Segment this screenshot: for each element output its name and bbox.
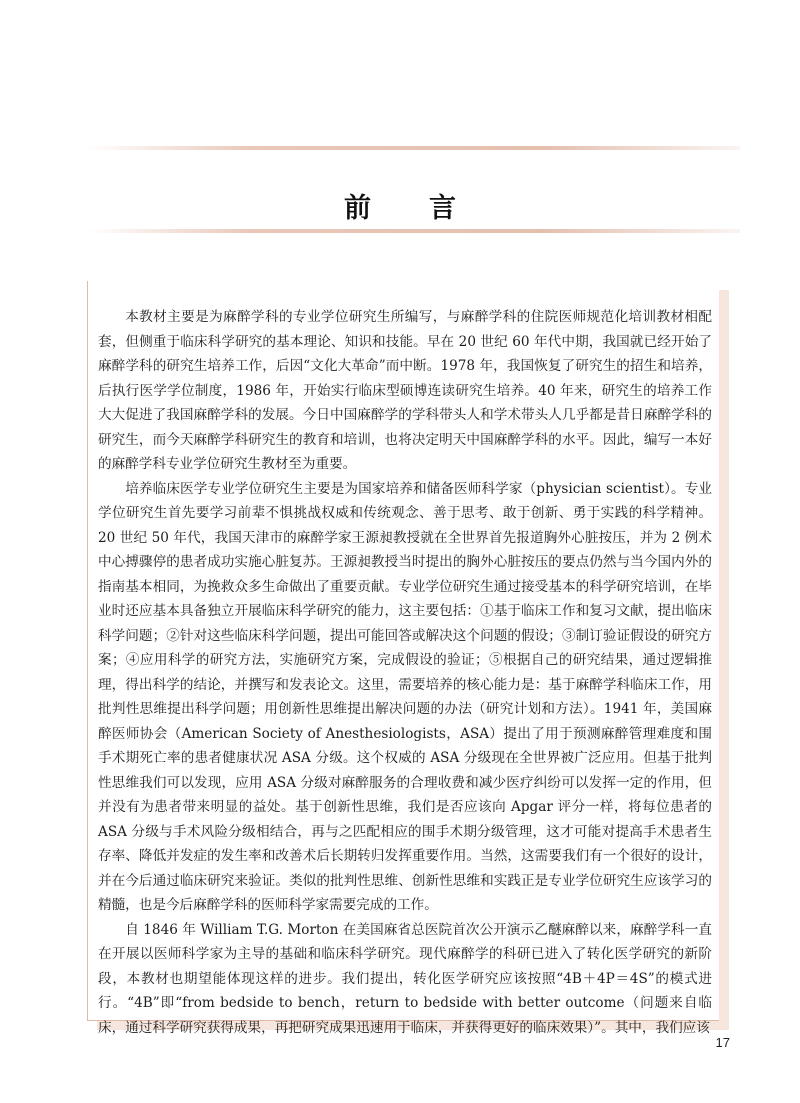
- preface-body: [98, 305, 712, 1040]
- paragraph-1: 本教材主要是为麻醉学科的专业学位研究生所编写，与麻醉学科的住院医师规范化培训教材相配套，但侧重于临床科学研究的基本理论、知识和技能。早在 20 世纪 60 年代中期，我国就已经开始了麻醉学科的研究生培养工作，后因“文化大革命”而中断。1978 年，我国恢复了研究生的招生和培养，后执行医学学位制度，1986 年，开始实行临床型硕博连读研究生培养。40 年来，研究生的培养工作大大促进了我国麻醉学科的发展。今日中国麻醉学的学科带头人和学术带头人几乎都是昔日麻醉学科的研究生，而今天麻醉学科研究生的教育和培训，也将决定明天中国麻醉学科的水平。因此，编写一本好的麻醉学科专业学位研究生教材至为重要。: [98, 309, 712, 472]
- page-number: 17: [715, 1035, 730, 1050]
- paragraph-3: 自 1846 年 William T.G. Morton 在美国麻省总医院首次公开演示乙醚麻醉以来，麻醉学科一直在开展以医师科学家为主导的基础和临床科学研究。现代麻醉学的科研已进入了转化医学研究的新阶段，本教材也期望能体现这样的进步。我们提出，转化医学研究应该按照“4B＋4P＝4S”的模式进行。“4B”即“from bedside to bench，return to bedside with better outcome（问题来自临床，通过科学研究获得成果，再把研究成果迅速用于临床，并获得更好的临床效果）”。其中，我们应该: [98, 921, 712, 1036]
- title-top-rule: [88, 146, 740, 150]
- paragraph-2: 培养临床医学专业学位研究生主要是为国家培养和储备医师科学家（physician scientist）。专业学位研究生首先要学习前辈不惧挑战权威和传统观念、善于思考、敢于创新、勇于实践的科学精神。20 世纪 50 年代，我国天津市的麻醉学家王源昶教授就在全世界首先报道胸外心脏按压，并为 2 例术中心搏骤停的患者成功实施心脏复苏。王源昶教授当时提出的胸外心脏按压的要点仍然与当今国内外的指南基本相同，为挽救众多生命做出了重要贡献。专业学位研究生通过接受基本的科学研究培训，在毕业时还应基本具备独立开展临床科学研究的能力，这主要包括：①基于临床工作和复习文献，提出临床科学问题；②针对这些临床科学问题，提出可能回答或解决这个问题的假设；③制订验证假设的研究方案；④应用科学的研究方法，实施研究方案，完成假设的验证；⑤根据自己的研究结果，通过逻辑推理，得出科学的结论，并撰写和发表论文。这里，需要培养的核心能力是：基于麻醉学科临床工作，用批判性思维提出科学问题；用创新性思维提出解决问题的办法（研究计划和方法）。1941 年，美国麻醉医师协会（American Society of Anesthesiologists，ASA）提出了用于预测麻醉管理难度和围手术期死亡率的患者健康状况 ASA 分级。这个权威的 ASA 分级现在全世界被广泛应用。但基于批判性思维我们可以发现，应用 ASA 分级对麻醉服务的合理收费和减少医疗纠纷可以发挥一定的作用，但并没有为患者带来明显的益处。基于创新性思维，我们是否应该向 Apgar 评分一样，将每位患者的 ASA 分级与手术风险分级相结合，再与之匹配相应的围手术期分级管理，这才可能对提高手术患者生存率、降低并发症的发生率和改善术后长期转归发挥重要作用。当然，这需要我们有一个很好的设计，并在今后通过临床研究来验证。类似的批判性思维、创新性思维和实践正是专业学位研究生应该学习的精髓，也是今后麻醉学科的医师科学家需要完成的工作。: [98, 480, 712, 913]
- title-bottom-rule: [88, 229, 740, 233]
- page-title: 前言: [344, 193, 514, 225]
